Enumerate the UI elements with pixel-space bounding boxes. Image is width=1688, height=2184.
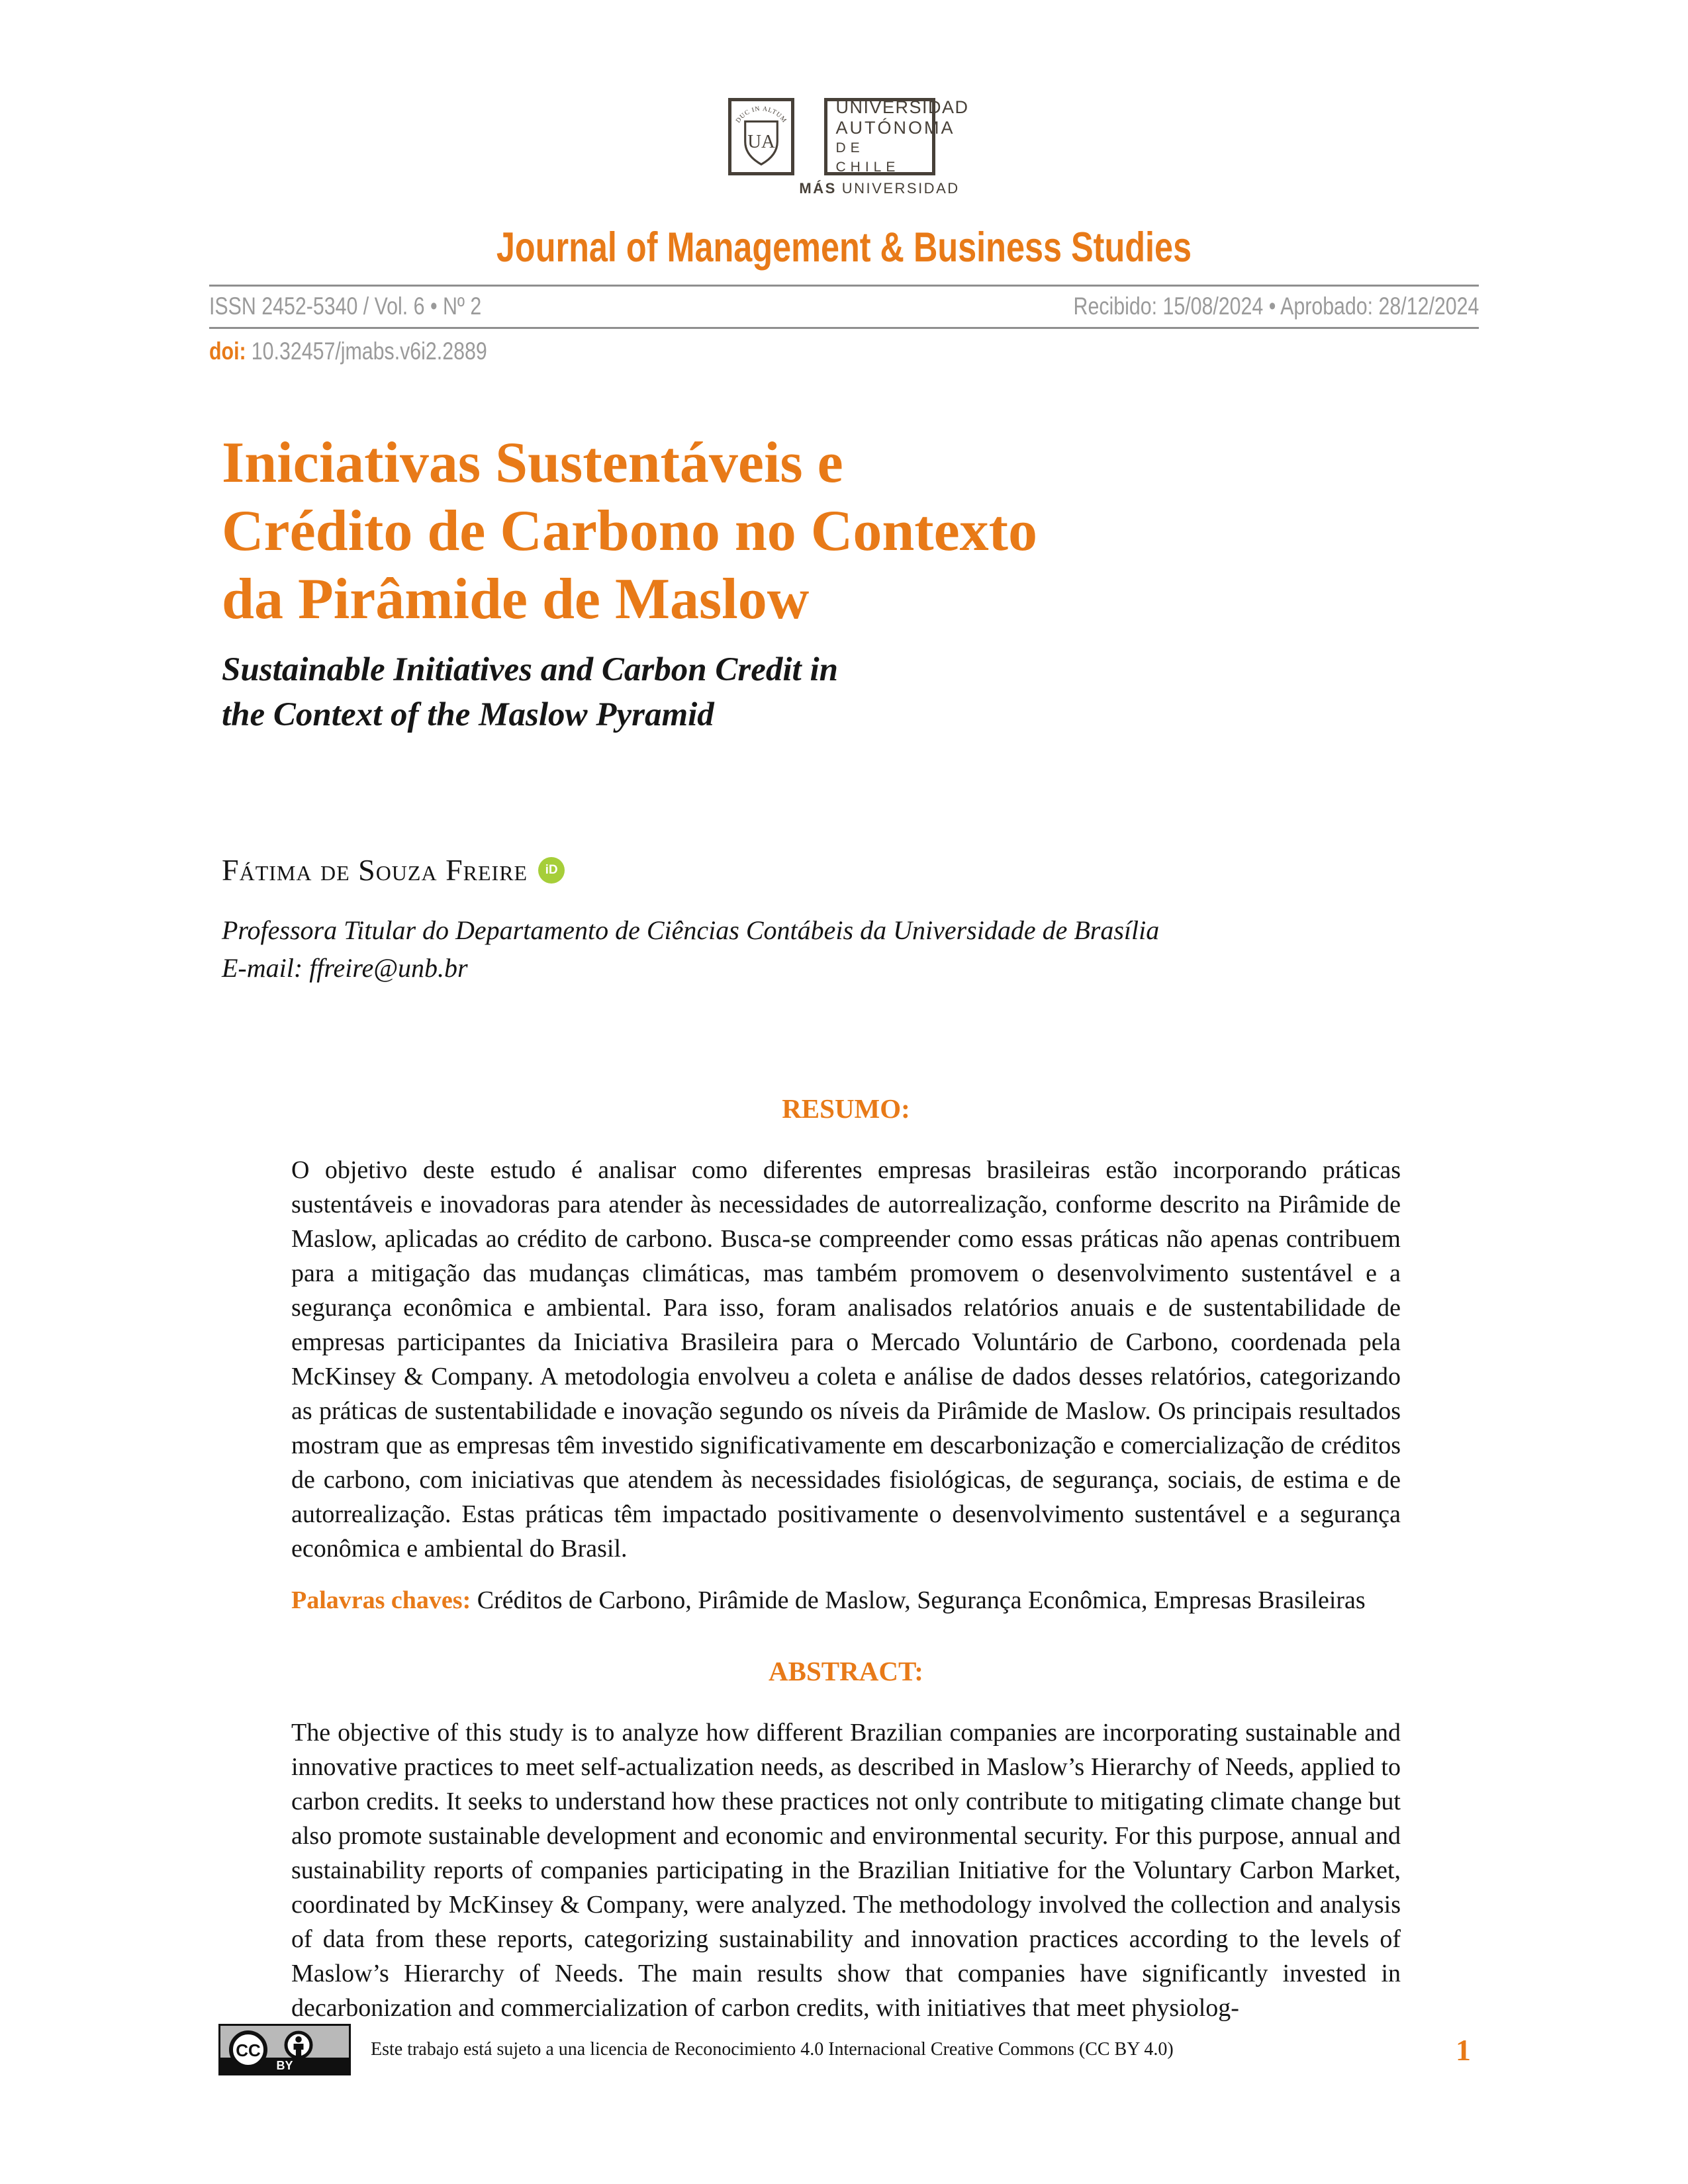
university-shield-box [728, 98, 794, 175]
university-name-line2: AUTÓNOMA [835, 117, 955, 138]
cc-by-person-icon [284, 2030, 313, 2060]
issn-volume-text: ISSN 2452-5340 / Vol. 6 • Nº 2 [209, 293, 482, 320]
journal-title: Journal of Management & Business Studies [496, 224, 1192, 271]
keywords-label: Palavras chaves: [291, 1586, 471, 1614]
orcid-icon[interactable] [538, 857, 565, 884]
university-tagline [799, 180, 959, 197]
university-monogram: UA [747, 131, 776, 153]
page-footer [218, 2024, 1471, 2075]
abstracts-section [291, 1093, 1401, 2025]
university-name-box [824, 97, 969, 175]
abstract-body: The objective of this study is to analyze how different Brazilian companies are incorporating sustainable and innovative practices to meet self-actualization needs, as described in Maslow’s Hierarchy of Needs, applied to carbon credits. It seeks to understand how these practices not only contribute to mitigating climate change but also promote sustainable development and economic and environmental security. For this purpose, annual and sustainability reports of companies participating in the Brazilian Initiative for the Voluntary Carbon Market, coordinated by McKinsey & Company, were analyzed. The methodology involved the collection and analysis of data from these reports, categorizing sustainability and innovation practices according to the levels of Maslow’s Hierarchy of Needs. The main results show that companies have significantly invested in decarbonization and commercialization of carbon credits, with initiatives that meet physiolog- [291, 1719, 1401, 2022]
cc-by-license-badge[interactable] [218, 2024, 351, 2075]
author-name: Fátima de Souza Freire [222, 853, 528, 887]
svg-text:CC: CC [236, 2040, 261, 2060]
article-subtitle-line-2: the Context of the Maslow Pyramid [222, 696, 714, 733]
university-name-line1: UNIVERSIDAD [835, 97, 969, 117]
article-meta [209, 285, 1479, 365]
orcid-label: iD [545, 862, 558, 877]
keywords-text: Créditos de Carbono, Pirâmide de Maslow, Segurança Econômica, Empresas Brasileiras [477, 1586, 1366, 1614]
article-title-line-3: da Pirâmide de Maslow [222, 567, 810, 631]
author-block [222, 852, 1159, 987]
article-title-line-2: Crédito de Carbono no Contexto [222, 499, 1037, 563]
tagline-rest: UNIVERSIDAD [841, 180, 960, 197]
received-approved-text: Recibido: 15/08/2024 • Aprobado: 28/12/2024 [1073, 293, 1479, 320]
license-text: Este trabajo está sujeto a una licencia de Reconocimiento 4.0 Internacional Creative Commons (CC BY 4.0) [371, 2039, 1174, 2060]
page-number: 1 [1456, 2032, 1471, 2067]
resumo-body: O objetivo deste estudo é analisar como diferentes empresas brasileiras estão incorporando práticas sustentáveis e inovadoras para atender às necessidades de autorrealização, conforme descrito na Pirâmide de Maslow, aplicadas ao crédito de carbono. Busca-se compreender como essas práticas não apenas contribuem para a mitigação das mudanças climáticas, mas também promovem o desenvolvimento sustentável e a segurança econômica e ambiental. Para isso, foram analisados relatórios anuais e de sustentabilidade de empresas participantes da Iniciativa Brasileira para o Mercado Voluntário de Carbono, coordenada pela McKinsey & Company. A metodologia envolveu a coleta e análise de dados desses relatórios, categorizando as práticas de sustentabilidade e inovação segundo os níveis da Pirâmide de Maslow. Os principais resultados mostram que as empresas têm investido significativamente em descarbonização e comercialização de créditos de carbono, com iniciativas que atendem às necessidades fisiológicas, de segurança, sociais, de estima e de autorrealização. Estas práticas têm impactado positivamente o desenvolvimento sustentável e a segurança econômica e ambiental do Brasil. [291, 1156, 1401, 1563]
article-title [222, 429, 1037, 633]
abstract-heading: ABSTRACT: [769, 1656, 923, 1686]
university-motto: DUC IN ALTUM [734, 105, 788, 124]
author-email[interactable]: E-mail: ffreire@unb.br [222, 953, 468, 983]
keywords-paragraph [291, 1583, 1401, 1617]
issn-row [209, 285, 1479, 329]
article-subtitle [222, 647, 838, 737]
resumo-heading: RESUMO: [782, 1093, 910, 1124]
article-title-line-1: Iniciativas Sustentáveis e [222, 431, 843, 495]
doi-value[interactable]: 10.32457/jmabs.v6i2.2889 [251, 338, 487, 365]
cc-icon [228, 2030, 268, 2070]
author-affiliation: Professora Titular do Departamento de Ciências Contábeis da Universidade de Brasília [222, 915, 1160, 945]
cc-by-strip: BY [220, 2058, 349, 2073]
doi-label: doi: [209, 338, 246, 365]
article-subtitle-line-1: Sustainable Initiatives and Carbon Credit in [222, 651, 838, 688]
tagline-bold: MÁS [799, 180, 837, 197]
university-logo [0, 98, 1688, 197]
university-shield-icon [731, 101, 791, 172]
doi-row [209, 329, 1250, 365]
university-name-line3: DE CHILE [835, 140, 900, 175]
